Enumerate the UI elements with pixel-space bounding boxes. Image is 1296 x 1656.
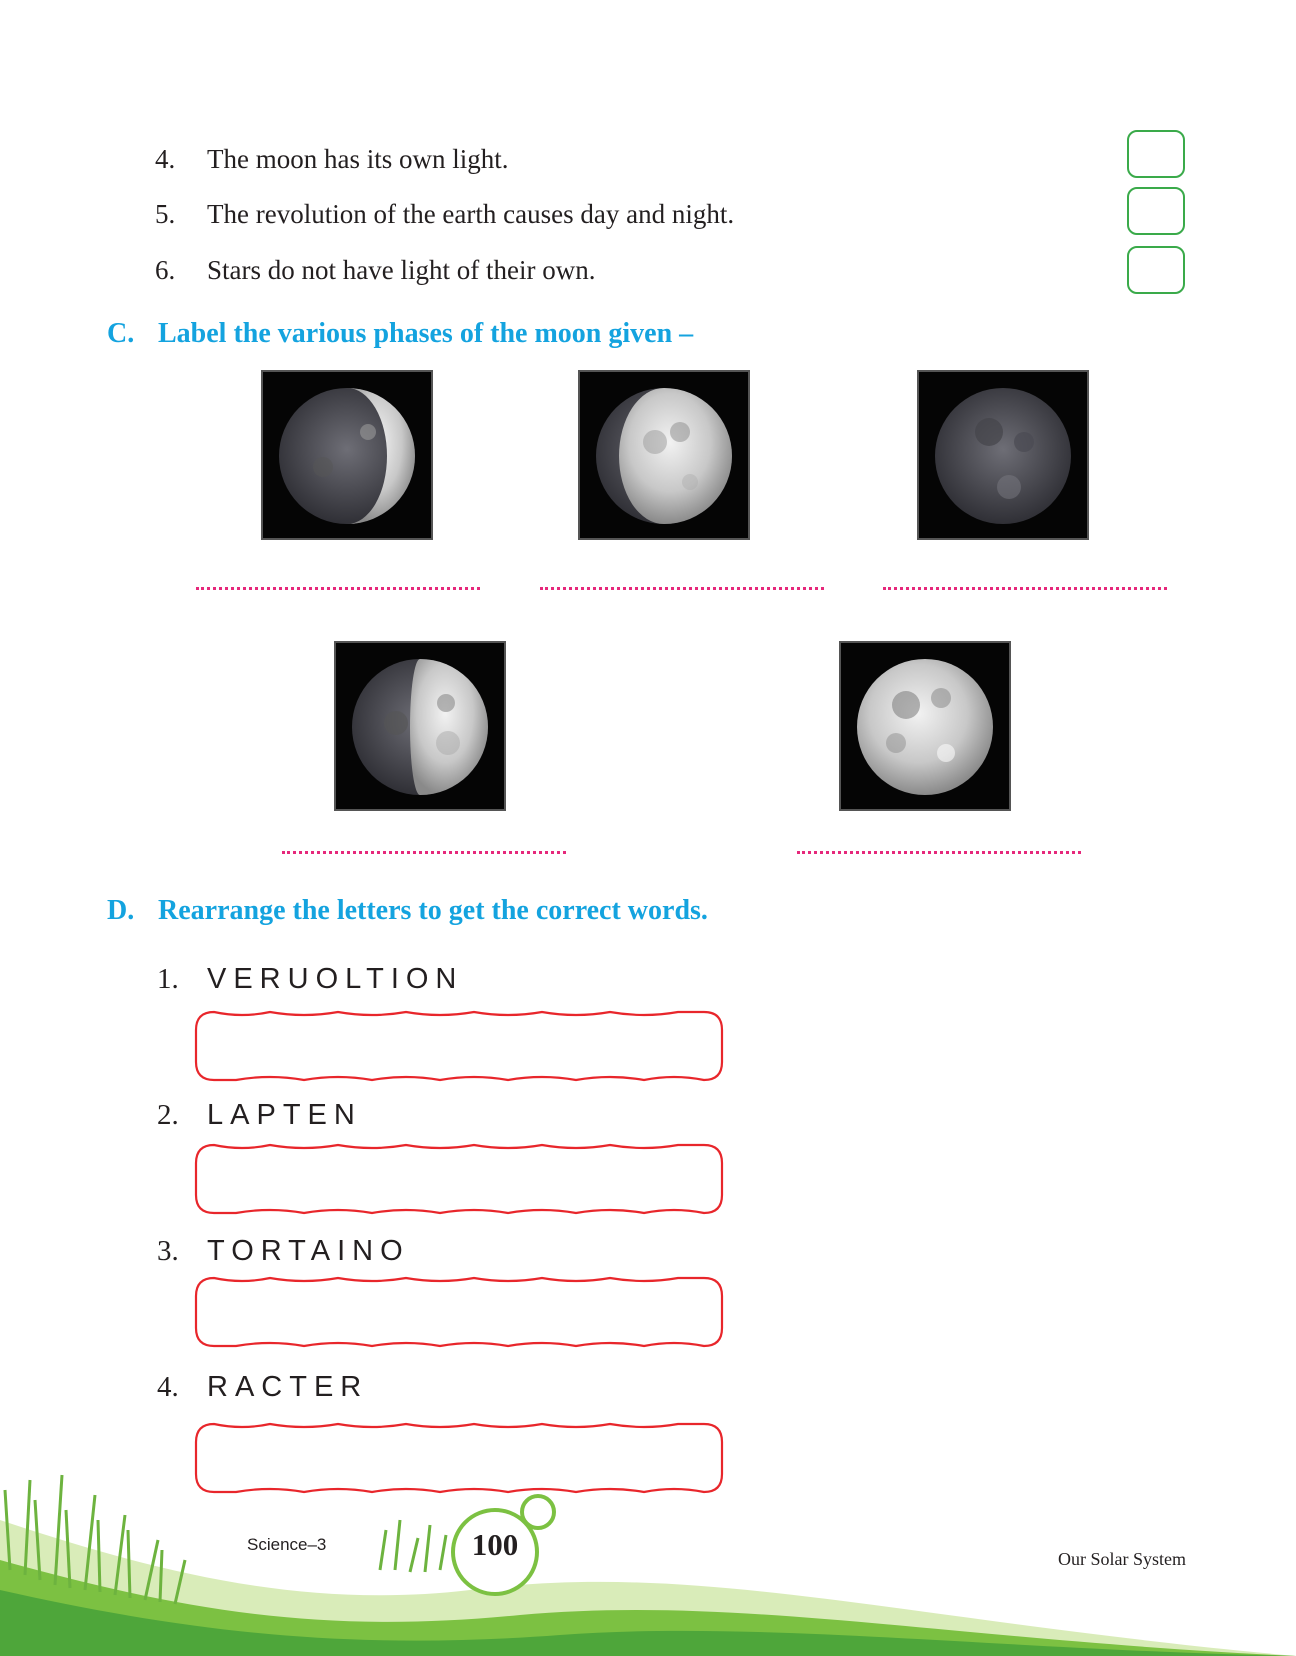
statement-5 xyxy=(155,198,734,230)
first-quarter-moon-image xyxy=(334,641,506,811)
word-number: 2. xyxy=(157,1099,179,1131)
answer-box-6[interactable] xyxy=(1127,246,1185,294)
waxing-gibbous-moon-image xyxy=(578,370,750,540)
answer-box-4[interactable] xyxy=(1127,130,1185,178)
answer-box-5[interactable] xyxy=(1127,187,1185,235)
label-line-3[interactable] xyxy=(883,587,1167,590)
label-line-5[interactable] xyxy=(797,851,1081,854)
scramble-word-4 xyxy=(157,1370,368,1404)
book-title: Science–3 xyxy=(247,1535,327,1554)
statement-6 xyxy=(155,254,595,286)
statement-text: The revolution of the earth causes day and night. xyxy=(207,199,735,229)
section-c-heading xyxy=(107,317,693,351)
statement-4 xyxy=(155,143,508,175)
scrambled-letters: TORTAINO xyxy=(207,1235,410,1267)
statement-text: Stars do not have light of their own. xyxy=(207,255,596,285)
scrambled-letters: VERUOLTION xyxy=(207,963,464,995)
new-moon-image xyxy=(917,370,1089,540)
answer-box-word-3[interactable] xyxy=(194,1276,724,1348)
page-number: 100 xyxy=(471,1527,519,1562)
answer-box-word-2[interactable] xyxy=(194,1143,724,1215)
waxing-crescent-moon-image xyxy=(261,370,433,540)
statement-text: The moon has its own light. xyxy=(207,144,509,174)
scramble-word-2 xyxy=(157,1098,362,1132)
section-letter: D. xyxy=(107,895,135,926)
statement-number: 6. xyxy=(155,255,176,285)
scrambled-letters: LAPTEN xyxy=(207,1099,362,1131)
label-line-2[interactable] xyxy=(540,587,824,590)
section-d-heading xyxy=(107,894,708,928)
statement-number: 4. xyxy=(155,144,176,174)
section-letter: C. xyxy=(107,318,135,349)
word-number: 4. xyxy=(157,1371,179,1403)
label-line-1[interactable] xyxy=(196,587,480,590)
answer-box-word-1[interactable] xyxy=(194,1010,724,1082)
scramble-word-1 xyxy=(157,962,463,996)
label-line-4[interactable] xyxy=(282,851,566,854)
section-title: Label the various phases of the moon given – xyxy=(158,318,694,349)
section-title: Rearrange the letters to get the correct words. xyxy=(158,895,708,926)
scramble-word-3 xyxy=(157,1234,410,1268)
grass-decoration xyxy=(0,1420,1296,1656)
chapter-title: Our Solar System xyxy=(1058,1549,1186,1569)
scrambled-letters: RACTER xyxy=(207,1371,369,1403)
word-number: 1. xyxy=(157,963,179,995)
full-moon-image xyxy=(839,641,1011,811)
statement-number: 5. xyxy=(155,199,176,229)
word-number: 3. xyxy=(157,1235,179,1267)
